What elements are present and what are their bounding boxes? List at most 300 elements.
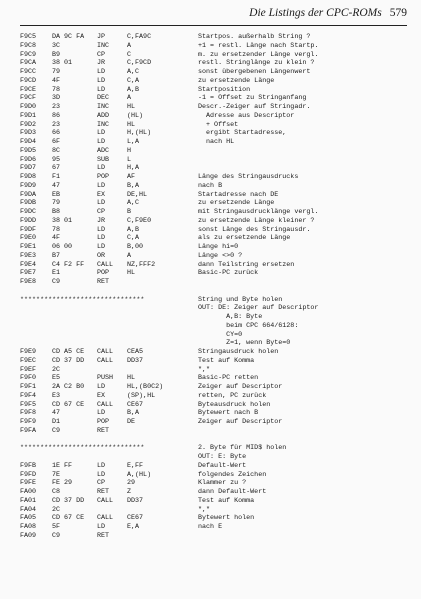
comment: mit Stringausdrucklänge vergl. bbox=[198, 208, 319, 216]
address: FA01 bbox=[20, 496, 37, 505]
hex-bytes: 2C bbox=[52, 505, 61, 514]
operand: A,(HL) bbox=[127, 470, 152, 479]
operand: DE,HL bbox=[127, 190, 148, 199]
address: F9E1 bbox=[20, 243, 37, 251]
comment: nach B bbox=[198, 181, 223, 190]
address: F9FD bbox=[20, 470, 37, 479]
operand: CEA5 bbox=[127, 348, 144, 356]
address: FA09 bbox=[20, 531, 37, 540]
hex-bytes: F1 bbox=[52, 173, 61, 181]
mnemonic: RET bbox=[97, 278, 110, 286]
operand: H,(HL) bbox=[127, 129, 152, 138]
hex-bytes: 5F bbox=[52, 523, 61, 531]
code-line bbox=[20, 471, 410, 480]
hex-bytes: 79 bbox=[52, 68, 61, 76]
hex-bytes: 3C bbox=[52, 41, 61, 50]
hex-bytes: 2A C2 B0 bbox=[52, 383, 85, 391]
operand: H,A bbox=[127, 164, 140, 173]
operand: HL,(B0C2) bbox=[127, 383, 164, 391]
hex-bytes: CD 67 CE bbox=[52, 514, 85, 523]
code-line bbox=[20, 462, 410, 471]
address: F9F4 bbox=[20, 391, 37, 400]
mnemonic: CALL bbox=[97, 400, 114, 409]
address: F9EF bbox=[20, 365, 37, 374]
section-note: OUT: E: Byte bbox=[198, 453, 247, 461]
code-line bbox=[20, 129, 410, 138]
code-line bbox=[20, 252, 410, 261]
comment: zu ersetzende Länge bbox=[198, 76, 275, 85]
code-line bbox=[20, 208, 410, 217]
page-header bbox=[20, 7, 407, 25]
code-line bbox=[20, 234, 410, 243]
code-line bbox=[20, 138, 410, 147]
comment: +1 = restl. Länge nach Startp. bbox=[198, 41, 319, 50]
mnemonic: LD bbox=[97, 68, 106, 76]
code-line bbox=[20, 401, 410, 410]
blank-line bbox=[20, 287, 410, 296]
operand: HL bbox=[127, 103, 136, 111]
comment: restl. Stringlänge zu klein ? bbox=[198, 59, 315, 68]
hex-bytes: E5 bbox=[52, 374, 61, 383]
code-line bbox=[20, 182, 410, 191]
mnemonic: LD bbox=[97, 129, 106, 138]
hex-bytes: 2C bbox=[52, 365, 61, 374]
operand: HL bbox=[127, 120, 136, 129]
address: F9F5 bbox=[20, 400, 37, 409]
address: F9D8 bbox=[20, 173, 37, 181]
address: F9D0 bbox=[20, 103, 37, 111]
comment: folgendes Zeichen bbox=[198, 470, 267, 479]
address: F9D6 bbox=[20, 155, 37, 164]
hex-bytes: 79 bbox=[52, 199, 61, 208]
comment: Test auf Komma bbox=[198, 356, 255, 365]
code-line bbox=[20, 497, 410, 506]
mnemonic: ADD bbox=[97, 111, 110, 120]
operand: HL bbox=[127, 374, 136, 383]
operand: L bbox=[127, 155, 132, 164]
operand: DD37 bbox=[127, 356, 144, 365]
address: F9CE bbox=[20, 85, 37, 94]
operand: E,A bbox=[127, 523, 140, 531]
hex-bytes: E1 bbox=[52, 269, 61, 278]
mnemonic: LD bbox=[97, 461, 106, 470]
section-line bbox=[20, 313, 410, 322]
operand: NZ,FFF2 bbox=[127, 260, 156, 269]
comment: Basic-PC retten bbox=[198, 374, 259, 383]
address: FA04 bbox=[20, 505, 37, 514]
address: FA08 bbox=[20, 523, 37, 531]
hex-bytes: 7E bbox=[52, 470, 61, 479]
operand: A,B bbox=[127, 85, 140, 94]
code-line bbox=[20, 532, 410, 541]
address: FA00 bbox=[20, 488, 37, 496]
code-line bbox=[20, 366, 410, 375]
section-line bbox=[20, 453, 410, 462]
code-line bbox=[20, 269, 410, 278]
address: F9F8 bbox=[20, 409, 37, 418]
address: F9EC bbox=[20, 356, 37, 365]
operand: DD37 bbox=[127, 496, 144, 505]
section-line bbox=[20, 331, 410, 340]
hex-bytes: 4F bbox=[52, 76, 61, 85]
comment: zu ersetzende Länge kleiner ? bbox=[198, 216, 315, 225]
mnemonic: RET bbox=[97, 426, 110, 435]
hex-bytes: FE 29 bbox=[52, 479, 73, 488]
mnemonic: SUB bbox=[97, 155, 110, 164]
operand: B,A bbox=[127, 181, 140, 190]
operand: B,A bbox=[127, 409, 140, 418]
code-line bbox=[20, 42, 410, 51]
hex-bytes: 47 bbox=[52, 409, 61, 418]
mnemonic: LD bbox=[97, 199, 106, 208]
mnemonic: LD bbox=[97, 181, 106, 190]
hex-bytes: 38 01 bbox=[52, 59, 73, 68]
address: F9F0 bbox=[20, 374, 37, 383]
comment: Default-Wert bbox=[198, 461, 247, 470]
section-note: String und Byte holen bbox=[198, 295, 283, 304]
operand: 29 bbox=[127, 479, 136, 488]
operand: L,A bbox=[127, 138, 140, 146]
comment: "," bbox=[198, 505, 211, 514]
mnemonic: JR bbox=[97, 59, 106, 68]
comment: Bytewert holen bbox=[198, 514, 255, 523]
hex-bytes: 95 bbox=[52, 155, 61, 164]
mnemonic: LD bbox=[97, 409, 106, 418]
code-line bbox=[20, 68, 410, 77]
code-line bbox=[20, 479, 410, 488]
operand: C,A bbox=[127, 76, 140, 85]
comment: Bytewert nach B bbox=[198, 409, 259, 418]
comment: Adresse aus Descriptor bbox=[198, 111, 295, 120]
address: F9CD bbox=[20, 76, 37, 85]
mnemonic: OR bbox=[97, 251, 106, 260]
operand: DE bbox=[127, 418, 136, 426]
mnemonic: RET bbox=[97, 531, 110, 540]
address: F9CF bbox=[20, 94, 37, 103]
hex-bytes: 23 bbox=[52, 103, 61, 111]
code-line bbox=[20, 51, 410, 60]
mnemonic: POP bbox=[97, 269, 110, 278]
code-line bbox=[20, 374, 410, 383]
hex-bytes: 06 00 bbox=[52, 243, 73, 251]
hex-bytes: D1 bbox=[52, 418, 61, 426]
operand: HL bbox=[127, 269, 136, 278]
address: F9E8 bbox=[20, 278, 37, 286]
comment: m. zu ersetzender Länge vergl. bbox=[198, 50, 319, 59]
comment: Startposition bbox=[198, 85, 251, 94]
address: F9D2 bbox=[20, 120, 37, 129]
mnemonic: JR bbox=[97, 216, 106, 225]
operand: Z bbox=[127, 488, 132, 496]
code-line bbox=[20, 59, 410, 68]
code-line bbox=[20, 278, 410, 287]
operand: A,C bbox=[127, 199, 140, 208]
operand: A bbox=[127, 251, 132, 260]
mnemonic: CALL bbox=[97, 356, 114, 365]
hex-bytes: 1E FF bbox=[52, 461, 73, 470]
address: F9DC bbox=[20, 208, 37, 216]
address: F9CA bbox=[20, 59, 37, 68]
comment: "," bbox=[198, 365, 211, 374]
comment: sonst übergebenen Längenwert bbox=[198, 68, 311, 76]
comment: -1 = Offset zu Stringanfang bbox=[198, 94, 307, 103]
hex-bytes: 78 bbox=[52, 225, 61, 234]
running-title: Die Listings der CPC-ROMs bbox=[249, 7, 382, 19]
address: F9DF bbox=[20, 225, 37, 234]
mnemonic: LD bbox=[97, 76, 106, 85]
mnemonic: CALL bbox=[97, 260, 114, 269]
mnemonic: LD bbox=[97, 85, 106, 94]
operand: C,F9CD bbox=[127, 59, 152, 68]
mnemonic: EX bbox=[97, 391, 106, 400]
address: F9F1 bbox=[20, 383, 37, 391]
code-line bbox=[20, 418, 410, 427]
hex-bytes: C8 bbox=[52, 488, 61, 496]
comment: Länge hi=0 bbox=[198, 243, 239, 251]
page-number: 579 bbox=[389, 7, 407, 19]
address: F9E0 bbox=[20, 234, 37, 243]
hex-bytes: CD 37 DD bbox=[52, 356, 85, 365]
operand: A,C bbox=[127, 68, 140, 76]
operand: C bbox=[127, 50, 132, 59]
hex-bytes: 23 bbox=[52, 120, 61, 129]
address: F9DD bbox=[20, 216, 37, 225]
operand: (HL) bbox=[127, 111, 144, 120]
hex-bytes: 6F bbox=[52, 138, 61, 146]
code-line bbox=[20, 506, 410, 515]
comment: dann Teilstring ersetzen bbox=[198, 260, 295, 269]
code-line bbox=[20, 77, 410, 86]
section-note: 2. Byte für MID$ holen bbox=[198, 444, 287, 453]
comment: zu ersetzende Länge bbox=[198, 199, 275, 208]
section-note: CY=0 bbox=[198, 330, 243, 339]
hex-bytes: 47 bbox=[52, 181, 61, 190]
mnemonic: DEC bbox=[97, 94, 110, 103]
address: F9E4 bbox=[20, 260, 37, 269]
section-line bbox=[20, 339, 410, 348]
address: F9D7 bbox=[20, 164, 37, 173]
mnemonic: ADC bbox=[97, 146, 110, 155]
operand: A bbox=[127, 94, 132, 103]
operand: A bbox=[127, 41, 132, 50]
code-line bbox=[20, 427, 410, 436]
address: F9DA bbox=[20, 190, 37, 199]
code-line bbox=[20, 348, 410, 357]
code-line bbox=[20, 514, 410, 523]
operand: AF bbox=[127, 173, 136, 181]
address: F9FA bbox=[20, 426, 37, 435]
hex-bytes: 78 bbox=[52, 85, 61, 94]
mnemonic: RET bbox=[97, 488, 110, 496]
code-line bbox=[20, 86, 410, 95]
operand: B bbox=[127, 208, 132, 216]
address: F9C8 bbox=[20, 41, 37, 50]
comment: Klammer zu ? bbox=[198, 479, 247, 488]
code-line bbox=[20, 217, 410, 226]
code-line bbox=[20, 33, 410, 42]
code-line bbox=[20, 226, 410, 235]
section-line bbox=[20, 296, 410, 305]
address: F9D1 bbox=[20, 111, 37, 120]
mnemonic: LD bbox=[97, 225, 106, 234]
comment: retten, PC zurück bbox=[198, 391, 267, 400]
code-line bbox=[20, 173, 410, 182]
mnemonic: LD bbox=[97, 470, 106, 479]
mnemonic: POP bbox=[97, 418, 110, 426]
section-line bbox=[20, 322, 410, 331]
comment: als zu ersetzende Länge bbox=[198, 234, 291, 243]
hex-bytes: CD 37 DD bbox=[52, 496, 85, 505]
address: F9CC bbox=[20, 68, 37, 76]
code-line bbox=[20, 121, 410, 130]
mnemonic: PUSH bbox=[97, 374, 114, 383]
operand: C,F9E0 bbox=[127, 216, 152, 225]
comment: Stringausdruck holen bbox=[198, 348, 279, 356]
code-line bbox=[20, 199, 410, 208]
address: F9C5 bbox=[20, 33, 37, 41]
operand: CE67 bbox=[127, 514, 144, 523]
hex-bytes: B9 bbox=[52, 50, 61, 59]
code-line bbox=[20, 261, 410, 270]
mnemonic: LD bbox=[97, 138, 106, 146]
comment: dann Default-Wert bbox=[198, 488, 267, 496]
hex-bytes: 66 bbox=[52, 129, 61, 138]
hex-bytes: C9 bbox=[52, 531, 61, 540]
address: F9F9 bbox=[20, 418, 37, 426]
code-line bbox=[20, 156, 410, 165]
mnemonic: POP bbox=[97, 173, 110, 181]
address: F9D9 bbox=[20, 181, 37, 190]
section-line bbox=[20, 304, 410, 313]
operand: E,FF bbox=[127, 461, 144, 470]
mnemonic: LD bbox=[97, 243, 106, 251]
code-line bbox=[20, 112, 410, 121]
mnemonic: INC bbox=[97, 120, 110, 129]
code-line bbox=[20, 243, 410, 252]
comment: nach E bbox=[198, 523, 223, 531]
mnemonic: CP bbox=[97, 479, 106, 488]
comment: Startadresse nach DE bbox=[198, 190, 279, 199]
comment: Zeiger auf Descriptor bbox=[198, 418, 283, 426]
comment: Zeiger auf Descriptor bbox=[198, 383, 283, 391]
code-line bbox=[20, 523, 410, 532]
hex-bytes: 38 01 bbox=[52, 216, 73, 225]
mnemonic: CALL bbox=[97, 496, 114, 505]
address: F9DB bbox=[20, 199, 37, 208]
mnemonic: CP bbox=[97, 50, 106, 59]
section-note: Z=1, wenn Byte=0 bbox=[198, 339, 291, 348]
address: F9C9 bbox=[20, 50, 37, 59]
address: F9E3 bbox=[20, 251, 37, 260]
address: F9E9 bbox=[20, 348, 37, 356]
address: FA05 bbox=[20, 514, 37, 523]
hex-bytes: E3 bbox=[52, 391, 61, 400]
header-rule bbox=[20, 25, 407, 26]
separator-stars: ******************************* bbox=[20, 295, 145, 304]
comment: ergibt Startadresse, bbox=[198, 129, 287, 138]
address: F9D3 bbox=[20, 129, 37, 138]
code-line bbox=[20, 94, 410, 103]
code-line bbox=[20, 488, 410, 497]
operand: B,00 bbox=[127, 243, 144, 251]
operand: C,FA9C bbox=[127, 33, 152, 41]
comment: Test auf Komma bbox=[198, 496, 255, 505]
comment: Startpos. außerhalb String ? bbox=[198, 33, 311, 41]
comment: nach HL bbox=[198, 138, 235, 146]
mnemonic: CALL bbox=[97, 348, 114, 356]
section-note: OUT: DE: Zeiger auf Descriptor bbox=[198, 304, 319, 313]
blank-line bbox=[20, 436, 410, 445]
section-line bbox=[20, 444, 410, 453]
operand: A,B bbox=[127, 225, 140, 234]
hex-bytes: C4 F2 FF bbox=[52, 260, 85, 269]
hex-bytes: 86 bbox=[52, 111, 61, 120]
address: F9D5 bbox=[20, 146, 37, 155]
separator-stars: ******************************* bbox=[20, 444, 145, 453]
mnemonic: LD bbox=[97, 523, 106, 531]
code-line bbox=[20, 103, 410, 112]
mnemonic: EX bbox=[97, 190, 106, 199]
comment: + Offset bbox=[198, 120, 239, 129]
comment: Länge des Stringausdrucks bbox=[198, 173, 299, 181]
comment: Basic-PC zurück bbox=[198, 269, 259, 278]
code-line bbox=[20, 383, 410, 392]
mnemonic: LD bbox=[97, 383, 106, 391]
section-note: A,B: Byte bbox=[198, 313, 263, 321]
hex-bytes: 3D bbox=[52, 94, 61, 103]
comment: sonst Länge des Stringausdr. bbox=[198, 225, 311, 234]
mnemonic: CALL bbox=[97, 514, 114, 523]
hex-bytes: C9 bbox=[52, 278, 61, 286]
code-line bbox=[20, 147, 410, 156]
hex-bytes: CD 67 CE bbox=[52, 400, 85, 409]
address: F9D4 bbox=[20, 138, 37, 146]
mnemonic: JP bbox=[97, 33, 106, 41]
code-line bbox=[20, 164, 410, 173]
hex-bytes: B8 bbox=[52, 208, 61, 216]
code-line bbox=[20, 191, 410, 200]
operand: CE67 bbox=[127, 400, 144, 409]
address: F9E7 bbox=[20, 269, 37, 278]
comment: Descr.-Zeiger auf Stringadr. bbox=[198, 103, 311, 111]
assembly-listing bbox=[20, 33, 410, 541]
hex-bytes: DA 9C FA bbox=[52, 33, 85, 41]
hex-bytes: EB bbox=[52, 190, 61, 199]
hex-bytes: 8C bbox=[52, 146, 61, 155]
hex-bytes: B7 bbox=[52, 251, 61, 260]
section-note: beim CPC 664/6128: bbox=[198, 321, 299, 330]
mnemonic: LD bbox=[97, 234, 106, 243]
hex-bytes: C9 bbox=[52, 426, 61, 435]
mnemonic: INC bbox=[97, 41, 110, 50]
hex-bytes: 4F bbox=[52, 234, 61, 243]
operand: (SP),HL bbox=[127, 391, 156, 400]
address: F9FE bbox=[20, 479, 37, 488]
code-line bbox=[20, 409, 410, 418]
address: F9FB bbox=[20, 461, 37, 470]
comment: Byteausdruck holen bbox=[198, 400, 271, 409]
hex-bytes: 67 bbox=[52, 164, 61, 173]
operand: C,A bbox=[127, 234, 140, 243]
code-line bbox=[20, 392, 410, 401]
mnemonic: CP bbox=[97, 208, 106, 216]
code-line bbox=[20, 357, 410, 366]
mnemonic: INC bbox=[97, 103, 110, 111]
mnemonic: LD bbox=[97, 164, 106, 173]
hex-bytes: CD A5 CE bbox=[52, 348, 85, 356]
comment: Länge <>0 ? bbox=[198, 251, 243, 260]
operand: H bbox=[127, 146, 132, 155]
